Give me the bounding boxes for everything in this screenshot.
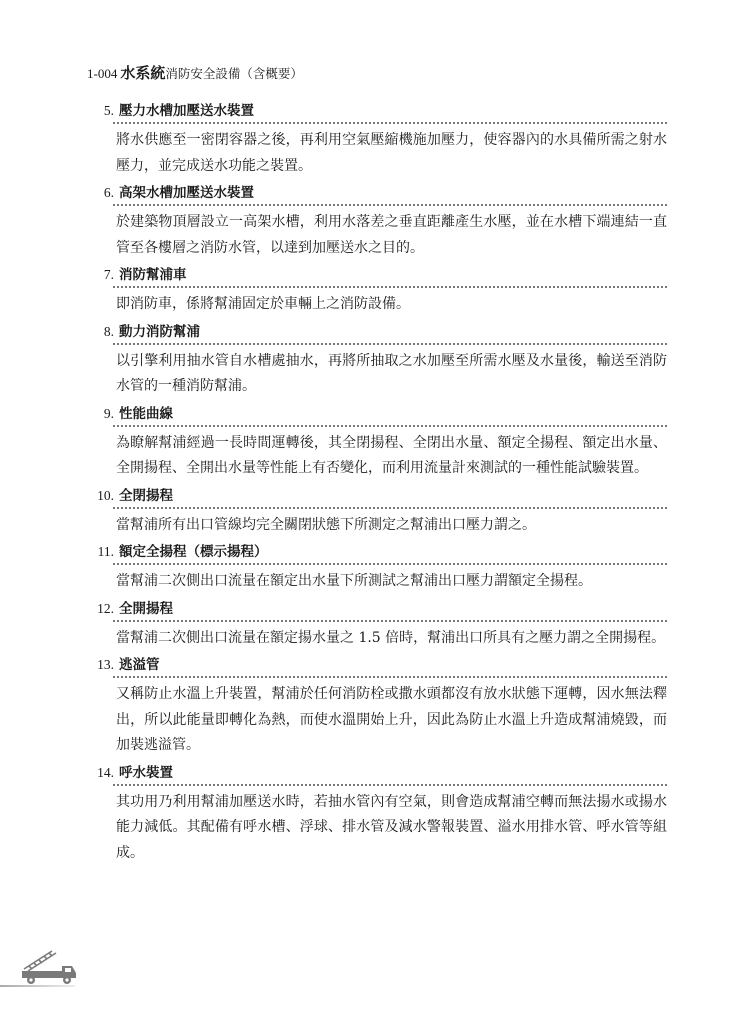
entry-term: 壓力水槽加壓送水裝置 [119, 103, 254, 118]
entry-term: 消防幫浦車 [119, 267, 187, 282]
glossary-list [87, 99, 667, 868]
dotted-divider [112, 121, 667, 125]
entry-definition: 於建築物頂層設立一高架水槽，利用水落差之垂直距離產生水壓，並在水槽下端連結一直管至各樓層之消防水管，以達到加壓送水之目的。 [116, 214, 667, 256]
dotted-divider [112, 506, 667, 510]
entry-heading [87, 99, 667, 121]
entry-term: 高架水槽加壓送水裝置 [119, 185, 254, 200]
entry-heading [87, 181, 667, 203]
page-code: 1-004 [87, 66, 118, 81]
entry-heading [87, 597, 667, 619]
entry-heading [87, 263, 667, 285]
dotted-divider [112, 342, 667, 346]
entry-heading [87, 761, 667, 783]
dotted-divider [112, 424, 667, 428]
running-header [87, 62, 303, 83]
entry-number: 5. [103, 103, 114, 118]
dotted-divider [112, 783, 667, 787]
chapter-title: 水系統 [120, 64, 166, 82]
entry-definition: 當幫浦二次側出口流量在額定揚水量之 1.5 倍時，幫浦出口所具有之壓力謂之全開揚程。 [116, 629, 666, 646]
glossary-entry [87, 181, 667, 263]
glossary-entry [87, 263, 667, 320]
dotted-divider [112, 619, 667, 623]
dotted-divider [112, 675, 667, 679]
entry-number: 7. [103, 267, 114, 282]
glossary-entry [87, 484, 667, 541]
glossary-entry [87, 320, 667, 402]
entry-heading [87, 320, 667, 342]
chapter-subtitle: 消防安全設備（含概要） [165, 66, 303, 81]
entry-term: 性能曲線 [119, 405, 173, 421]
entry-heading [87, 540, 667, 562]
entry-term: 全開揚程 [119, 600, 173, 616]
entry-definition: 當幫浦二次側出口流量在額定出水量下所測試之幫浦出口壓力謂額定全揚程。 [116, 573, 592, 589]
entry-term: 呼水裝置 [119, 764, 173, 780]
entry-number: 9. [103, 405, 114, 421]
glossary-entry [87, 653, 667, 761]
entry-definition: 即消防車，係將幫浦固定於車輛上之消防設備。 [116, 296, 410, 312]
entry-number: 6. [103, 185, 114, 200]
entry-number: 8. [103, 323, 114, 339]
dotted-divider [112, 562, 667, 566]
glossary-entry [87, 99, 667, 181]
entry-definition: 其功用乃利用幫浦加壓送水時，若抽水管內有空氣，則會造成幫浦空轉而無法揚水或揚水能力減低。其配備有呼水槽、浮球、排水管及減水警報裝置、溢水用排水管、呼水管等組成。 [116, 793, 667, 861]
entry-number: 11. [97, 544, 114, 559]
entry-number: 10. [97, 487, 114, 503]
entry-definition: 為瞭解幫浦經過一長時間運轉後，其全閉揚程、全閉出水量、額定全揚程、額定出水量、全開揚程、全開出水量等性能上有否變化，而利用流量計來測試的一種性能試驗裝置。 [116, 434, 667, 476]
glossary-entry [87, 761, 667, 869]
glossary-entry [87, 597, 667, 654]
entry-heading [87, 484, 667, 506]
glossary-entry [87, 540, 667, 597]
entry-term: 逃溢管 [119, 657, 160, 672]
entry-number: 14. [97, 764, 114, 780]
entry-heading [87, 653, 667, 675]
dotted-divider [112, 285, 667, 289]
entry-definition: 以引擎利用抽水管自水槽處抽水，再將所抽取之水加壓至所需水壓及水量後，輸送至消防水管的一種消防幫浦。 [116, 352, 667, 394]
entry-term: 額定全揚程（標示揚程） [119, 544, 268, 559]
entry-definition: 當幫浦所有出口管線均完全關閉狀態下所測定之幫浦出口壓力謂之。 [116, 516, 536, 533]
entry-number: 13. [97, 657, 114, 672]
entry-definition: 將水供應至一密閉容器之後，再利用空氣壓縮機施加壓力，使容器內的水具備所需之射水壓力，並完成送水功能之裝置。 [116, 132, 667, 174]
entry-number: 12. [97, 600, 114, 616]
entry-definition: 又稱防止水溫上升裝置，幫浦於任何消防栓或撒水頭都沒有放水狀態下運轉，因水無法釋出，所以此能量即轉化為熱，而使水溫開始上升，因此為防止水溫上升造成幫浦燒毀，而加裝逃溢管。 [116, 686, 667, 753]
footer-rule [0, 985, 75, 987]
entry-term: 全閉揚程 [119, 487, 173, 503]
glossary-entry [87, 402, 667, 484]
fire-truck-icon [18, 947, 78, 987]
entry-term: 動力消防幫浦 [119, 323, 200, 339]
dotted-divider [112, 203, 667, 207]
entry-heading [87, 402, 667, 424]
